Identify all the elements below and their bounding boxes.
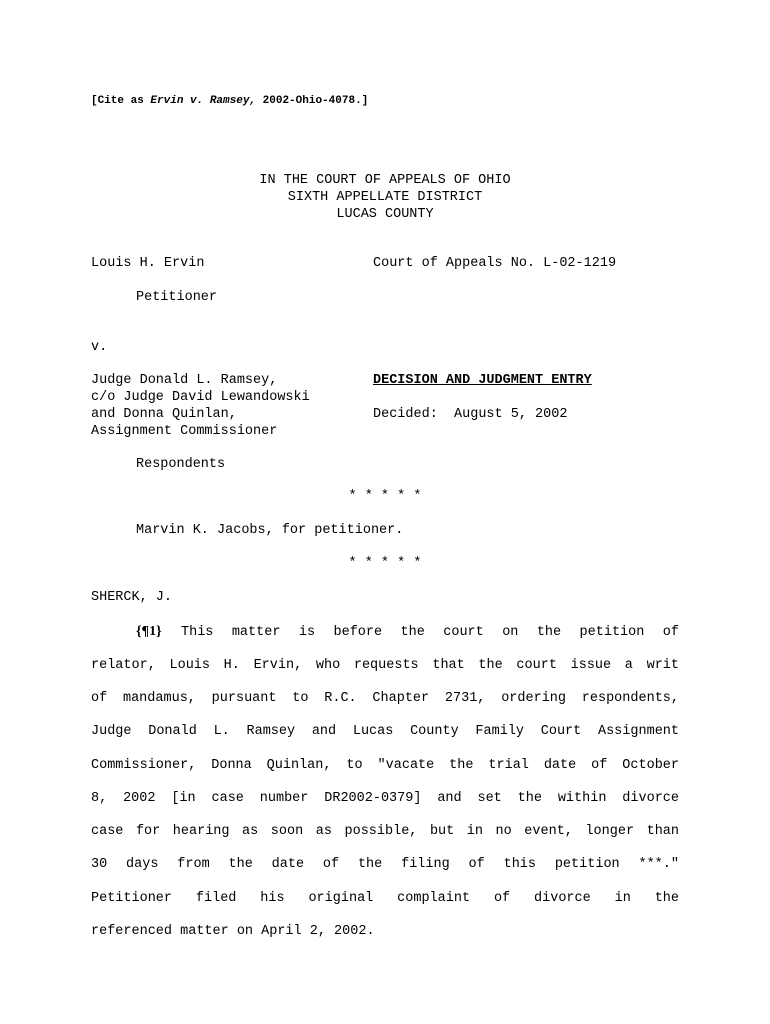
opinion-line: referenced matter on April 2, 2002. (91, 924, 375, 939)
versus: v. (91, 340, 108, 355)
opinion-line: relator, Louis H. Ervin, who requests that the court issue a writ (91, 658, 679, 673)
court-name: IN THE COURT OF APPEALS OF OHIO (259, 173, 511, 188)
opinion-line: 8, 2002 [in case number DR2002-0379] and set the within divorce (91, 791, 679, 806)
opinion-line: Judge Donald L. Ramsey and Lucas County Family Court Assignment (91, 724, 679, 739)
paragraph-number: {¶1} (136, 624, 162, 639)
respondent-line: Judge Donald L. Ramsey, (91, 373, 278, 388)
cite-case-name: Ervin v. Ramsey, (150, 95, 257, 107)
opinion-line: of mandamus, pursuant to R.C. Chapter 2731, ordering respondents, (91, 691, 679, 706)
cite-prefix: [Cite as (91, 95, 151, 107)
separator: * * * * * (348, 489, 422, 504)
judge-name: SHERCK, J. (91, 590, 173, 605)
separator: * * * * * (348, 556, 422, 571)
opinion-line: case for hearing as soon as possible, but in no event, longer than (91, 824, 679, 839)
decided-date: Decided: August 5, 2002 (373, 407, 568, 422)
opinion-line: 30 days from the date of the filing of this petition ***." (91, 857, 679, 872)
counsel: Marvin K. Jacobs, for petitioner. (136, 523, 404, 538)
court-district: SIXTH APPELLATE DISTRICT (287, 190, 483, 205)
opinion-line: Commissioner, Donna Quinlan, to "vacate the trial date of October (91, 758, 679, 773)
case-number: Court of Appeals No. L-02-1219 (373, 256, 617, 271)
opinion-line: Petitioner filed his original complaint of divorce in the (91, 891, 679, 906)
cite-suffix: 2002-Ohio-4078.] (256, 95, 369, 107)
respondents-label: Respondents (136, 457, 226, 472)
respondent-line: c/o Judge David Lewandowski (91, 390, 310, 405)
petitioner-label: Petitioner (136, 290, 218, 305)
respondent-line: Assignment Commissioner (91, 424, 278, 439)
court-county: LUCAS COUNTY (336, 207, 434, 222)
respondent-line: and Donna Quinlan, (91, 407, 237, 422)
citation (91, 95, 368, 107)
opinion-line: This matter is before the court on the petition of (181, 625, 679, 640)
entry-title: DECISION AND JUDGMENT ENTRY (373, 373, 592, 388)
petitioner-name: Louis H. Ervin (91, 256, 205, 271)
